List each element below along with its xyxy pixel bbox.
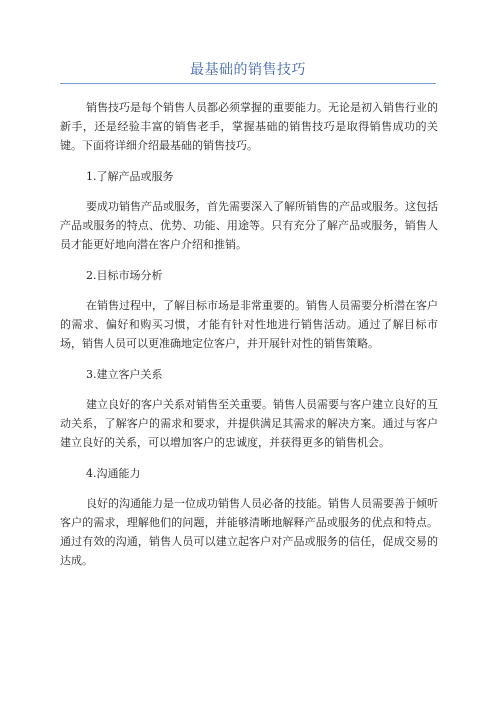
document-title: 最基础的销售技巧 bbox=[190, 62, 306, 78]
section-body-3: 建立良好的客户关系对销售至关重要。销售人员需要与客户建立良好的互动关系，了解客户的需求和要求，并提供满足其需求的解决方案。通过与客户建立良好的关系，可以增加客户的忠诚度，并获得更多的销售机会。 bbox=[60, 398, 438, 449]
section-heading-3: 3.建立客户关系 bbox=[86, 368, 163, 381]
intro-paragraph: 销售技巧是每个销售人员都必须掌握的重要能力。无论是初入销售行业的新手，还是经验丰富的销售老手，掌握基础的销售技巧是取得销售成功的关键。下面将详细介绍最基础的销售技巧。 bbox=[60, 101, 438, 152]
section-body-4: 良好的沟通能力是一位成功销售人员必备的技能。销售人员需要善于倾听客户的需求，理解他们的问题，并能够清晰地解释产品或服务的优点和特点。通过有效的沟通，销售人员可以建立起客户对产品或服务的信任，促成交易的达成。 bbox=[60, 497, 438, 567]
section-heading-1: 1.了解产品或服务 bbox=[86, 170, 174, 183]
document-body bbox=[60, 98, 438, 570]
section-heading-4: 4.沟通能力 bbox=[86, 467, 141, 480]
title-divider bbox=[60, 83, 436, 84]
section-body-2: 在销售过程中，了解目标市场是非常重要的。销售人员需要分析潜在客户的需求、偏好和购买习惯，才能有针对性地进行销售活动。通过了解目标市场，销售人员可以更准确地定位客户，并开展针对性的销售策略。 bbox=[60, 299, 438, 350]
section-body-1: 要成功销售产品或服务，首先需要深入了解所销售的产品或服务。这包括产品或服务的特点、优势、功能、用途等。只有充分了解产品或服务，销售人员才能更好地向潜在客户介绍和推销。 bbox=[60, 200, 438, 251]
section-heading-2: 2.目标市场分析 bbox=[86, 269, 163, 282]
